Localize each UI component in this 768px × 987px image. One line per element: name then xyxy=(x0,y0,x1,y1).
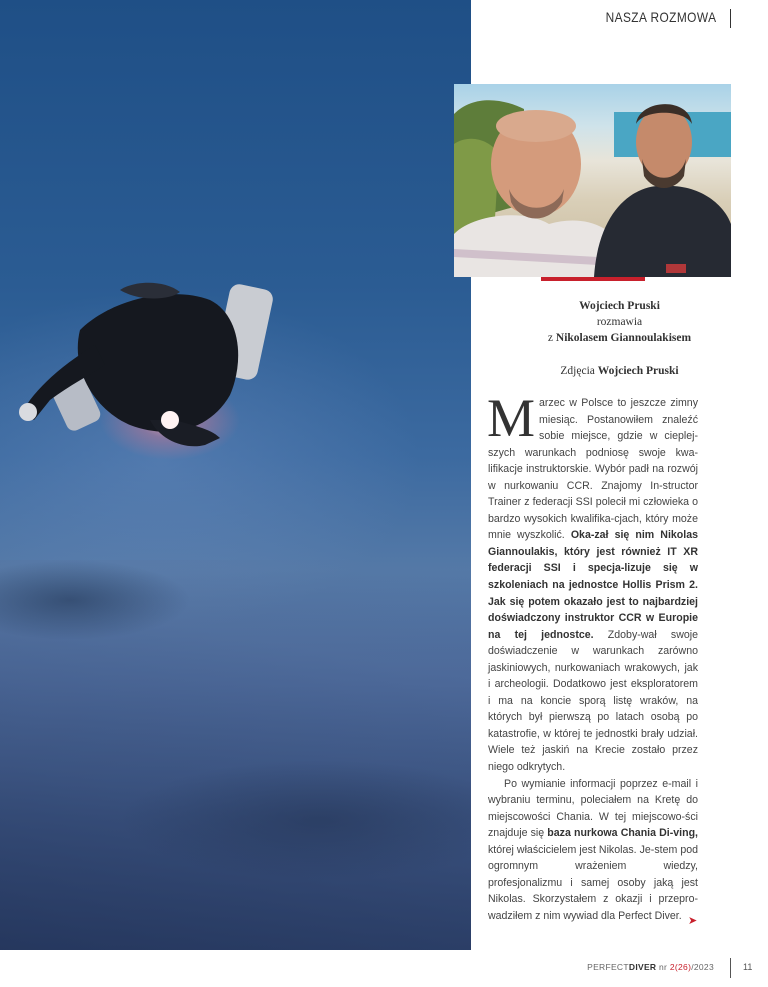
dive-light xyxy=(161,411,179,429)
p1-highlight: Oka-zał się nim Nikolas Giannoulakis, który jest również IT XR federacji SSI i specja-lizuje się w szkoleniach na jednostce Hollis Prism 2. Jak się potem okazało jest to najbardziej doświadczony instruktor CCR w Europie na tej jednostce. xyxy=(488,529,698,641)
portrait-photo xyxy=(454,84,731,277)
issue-prefix: nr xyxy=(659,962,668,972)
article-paragraph-1 xyxy=(487,388,698,776)
right-man-hoodie xyxy=(594,186,731,277)
article-body xyxy=(487,388,698,925)
p2-text-b: której właścicielem jest Nikolas. Je-stem pod ogromnym wrażeniem wiedzy, profesjonalizmu i samej osoby jaką jest Nikolas. Skorzystałem z okazji i przepro-wadziłem z nim wywiad dla Perfect Diver. xyxy=(488,843,698,922)
interviewee-name: Nikolasem Giannoulakisem xyxy=(555,332,692,344)
p2-highlight: baza nurkowa Chania Di-ving, xyxy=(547,827,698,840)
footer-magazine xyxy=(587,962,714,972)
dropcap: M xyxy=(487,388,536,448)
photos-credit xyxy=(471,365,768,377)
footer-divider xyxy=(730,958,731,978)
talks-line: rozmawia xyxy=(596,316,643,328)
author-line xyxy=(471,300,768,312)
diver-fin xyxy=(150,420,220,446)
section-title: NASZA ROZMOWA xyxy=(605,9,716,25)
accent-bar xyxy=(541,277,645,281)
article-paragraph-2 xyxy=(488,776,698,925)
p1-text-a: arzec w Polsce to jeszcze zimny miesiąc. Postanowiłem znaleźć sobie miejsce, gdzie w cieplej-szych warunkach podniosę swoje kwa-lifikacje instruktorskie. Wybór padł na rozwój w nurkowaniu CCR. Znajomy In-structor Trainer z federacji SSI polecił mi człowieka o bardzo wysokich kwalifika-cjach, który może mnie wyszkolić. xyxy=(488,397,698,542)
interviewee-line xyxy=(471,332,768,344)
author-name: Wojciech Pruski xyxy=(579,300,660,312)
diver-glove xyxy=(19,403,37,421)
issue-number: 2(26) xyxy=(669,962,692,972)
with-prefix: z xyxy=(547,332,554,344)
header-divider xyxy=(730,9,731,28)
portrait-illustration xyxy=(454,84,731,277)
diver-head xyxy=(120,283,180,299)
p1-text-b: Zdoby-wał swoje doświadczenie w warunkach zarówno jaskiniowych, nurkowaniach wrakowych, jak i archeologii. Dodatkowo jest eksploratorem i ma na koncie sporą listę wraków, na których był pierwszą po latach osobą po katastrofie, w której te jednostki brały udział. Wiele też jaskiń na Krecie zostało przez niego odkrytych. xyxy=(488,628,698,774)
page-number: 11 xyxy=(743,962,753,972)
magazine-name-a: PERFECT xyxy=(587,962,629,972)
photos-prefix: Zdjęcia xyxy=(560,365,595,377)
magazine-name-b: DIVER xyxy=(628,962,657,972)
photos-author: Wojciech Pruski xyxy=(597,365,679,377)
continue-arrow-icon: ➤ xyxy=(688,915,698,927)
p2-text-a: Po wymianie informacji poprzez e-mail i wybraniu terminu, poleciałem na Kretę do miejscowości Chania. W tej miejscowo-ści znajduje się xyxy=(488,777,698,840)
issue-year: /2023 xyxy=(691,962,714,972)
